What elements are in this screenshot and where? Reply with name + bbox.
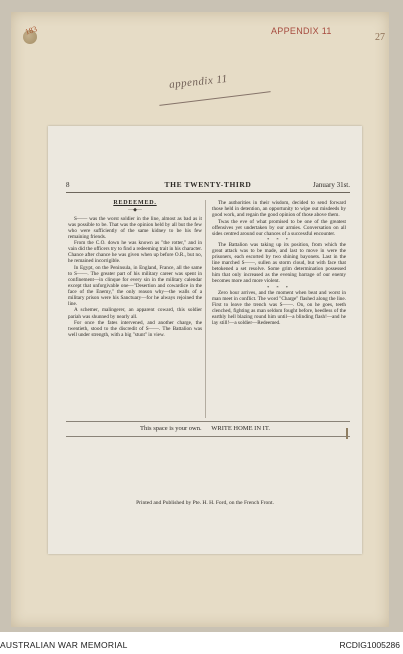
right-column [212,200,346,326]
appendix-label: APPENDIX 11 [271,26,332,36]
article-title: REDEEMED. [113,200,157,206]
paragraph: For once the fates intervened, and another charge, the twentieth, stood to the discredit of S——. The Battalion was well under strength, with a big "stunt" in view. [68,319,202,339]
space-notice-right: WRITE HOME IN IT. [211,425,270,432]
paragraph: The authorities in their wisdom, decided to send forward those held in detention, an opportunity to wipe out misdeeds by good work, and regain the good opinion of those above them. [212,200,346,219]
space-notice [48,425,362,432]
handwritten-underline [159,91,270,106]
printer-credit: Printed and Published by Pte. H. H. Ford, on the French Front. [136,500,274,506]
left-column [68,200,202,338]
paragraph: In Egypt, on the Peninsula, in England, France, all the same to S——. The greater part of his military career was spent in confinement—in clinque for every sin in the military calendar except that unforgivable one—"Desertion and cowardice in the face of the Enemy," the only reason why—the walls of a military prison were his Sanctuary—for he always rejoined the line. [68,264,202,308]
section-stars: * * * [267,284,291,290]
issue-date: January 31st. [313,181,350,189]
corner-number-right: 27 [375,32,385,43]
column-divider [205,200,206,418]
paragraph: Twas the eve of what promised to be one of the greatest offensives yet undertaken by our armies. Conversation on all sides centred around our chances of a successful encounter. [212,218,346,237]
title-ornament: —◆— [128,208,142,214]
paragraph: Zero hour arrives, and the moment when beat and worst in man meet in conflict. The word "Charge" flashed along the line. First to leave the trench was S——. On, on he goes, teeth clenched, fighting as man seldom fought before, heedless of the earthly hell blazing round him until—a blinding flash!—and he lay still!—a soldier—Redeemed. [212,289,346,327]
paragraph: S—— was the worst soldier in the line, almost as bad as it was possible to be. That was the opinion held by all but the few who were sufficiently of the same kidney to be his few remaining friends. [68,215,202,240]
archive-reference: RCDIG1005286 [339,640,400,650]
paragraph: From the C.O. down he was known as "the rotter," and in vain did the officers try to find a redeeming trait in his character. Chance after chance he was given when up before O.R., but no, he remained incorrigible. [68,240,203,265]
page-number: 8 [66,181,70,189]
corner-number-left: 183 [23,24,39,37]
newsletter-page [48,126,362,554]
handwritten-note: appendix 11 [168,72,229,92]
paragraph: A schemer, malingerer, an apparent coward, this soldier pariah was shunned by nearly all. [68,307,202,320]
paragraph: The Battalion was taking up its position, from which the great attack was to be made, and last to move in were the prisoners, each escorted by two shining bayonets. Last in the line marched S——, sullen as storm cloud, but with face that betokened a set resolve. Some grim determination possessed him that only increased as the evening barrage of our enemy becomes more and more violent. [212,242,346,285]
footer-rule-top [66,421,350,422]
newsletter-title: THE TWENTY-THIRD [164,180,252,189]
margin-mark [346,428,348,439]
section-stars: * * * [267,237,291,243]
header-rule [66,192,350,193]
space-notice-left: This space is your own. [140,425,202,432]
footer-rule-bottom [66,436,350,437]
archive-caption: AUSTRALIAN WAR MEMORIAL [0,640,128,650]
